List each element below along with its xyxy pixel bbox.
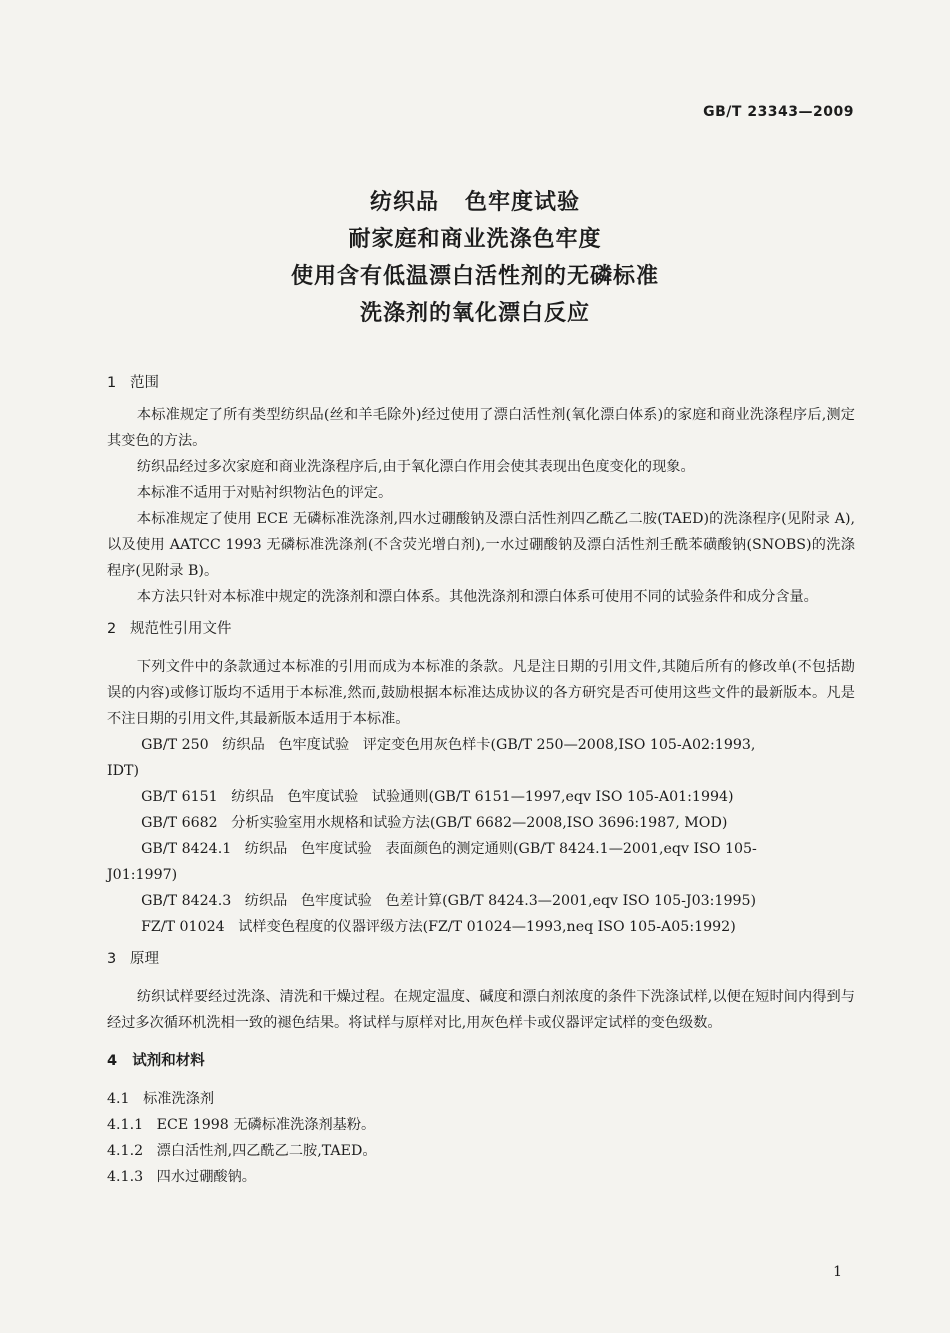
clause-4-1: 4.1 标准洗涤剂 — [107, 1091, 215, 1107]
title-line-4: 洗涤剂的氧化漂白反应 — [359, 301, 590, 326]
clause-4-1-2: 4.1.2 漂白活性剂,四乙酰乙二胺,TAED。 — [107, 1143, 377, 1159]
reference-gbt-8424-3: GB/T 8424.3 纺织品 色牢度试验 色差计算(GB/T 8424.3—2001,eqv ISO 105-J03:1995) — [141, 893, 757, 909]
section-1-paragraph-5: 本方法只针对本标准中规定的洗涤剂和漂白体系。其他洗涤剂和漂白体系可使用不同的试验条件和成分含量。 — [136, 589, 818, 605]
reference-gbt-8424-1-continued: J01:1997) — [107, 867, 178, 883]
section-1-paragraph-4: 本标准规定了使用 ECE 无磷标准洗涤剂,四水过硼酸钠及漂白活性剂四乙酰乙二胺(TAED)的洗涤程序(见附录 A),以及使用 AATCC 1993 无磷标准洗涤剂(不含荧光增白剂),一水过硼酸钠及漂白活性剂壬酰苯磺酸钠(SNOBS)的洗涤程序(见附录 B)。 — [107, 511, 855, 579]
section-1-paragraph-3: 本标准不适用于对贴衬织物沾色的评定。 — [136, 485, 393, 501]
title-line-1: 纺织品 色牢度试验 — [370, 190, 580, 215]
title-line-2: 耐家庭和商业洗涤色牢度 — [348, 227, 602, 252]
reference-gbt-6151: GB/T 6151 纺织品 色牢度试验 试验通则(GB/T 6151—1997,eqv ISO 105-A01:1994) — [141, 789, 734, 805]
reference-gbt-250: GB/T 250 纺织品 色牢度试验 评定变色用灰色样卡(GB/T 250—2008,ISO 105-A02:1993, — [141, 737, 756, 753]
reference-gbt-8424-1: GB/T 8424.1 纺织品 色牢度试验 表面颜色的测定通则(GB/T 8424.1—2001,eqv ISO 105- — [141, 841, 757, 857]
clause-4-1-1: 4.1.1 ECE 1998 无磷标准洗涤剂基粉。 — [107, 1117, 376, 1133]
document-title — [0, 184, 950, 332]
section-1-paragraph-2: 纺织品经过多次家庭和商业洗涤程序后,由于氧化漂白作用会使其表现出色度变化的现象。 — [136, 459, 695, 475]
reference-gbt-6682: GB/T 6682 分析实验室用水规格和试验方法(GB/T 6682—2008,ISO 3696:1987, MOD) — [141, 815, 728, 831]
section-3-paragraph-1: 纺织试样要经过洗涤、清洗和干燥过程。在规定温度、碱度和漂白剂浓度的条件下洗涤试样,以便在短时间内得到与经过多次循环机洗相一致的褪色结果。将试样与原样对比,用灰色样卡或仪器评定试样的变色级数。 — [107, 989, 855, 1031]
section-1-heading: 1 范围 — [107, 375, 160, 391]
section-2-heading: 2 规范性引用文件 — [107, 621, 232, 637]
section-2-intro: 下列文件中的条款通过本标准的引用而成为本标准的条款。凡是注日期的引用文件,其随后所有的修改单(不包括勘误的内容)或修订版均不适用于本标准,然而,鼓励根据本标准达成协议的各方研究是否可使用这些文件的最新版本。凡是不注日期的引用文件,其最新版本适用于本标准。 — [107, 659, 855, 727]
document-body — [107, 370, 855, 1190]
title-line-3: 使用含有低温漂白活性剂的无磷标准 — [290, 264, 659, 289]
reference-gbt-250-continued: IDT) — [107, 763, 139, 779]
page-number: 1 — [833, 1264, 842, 1280]
section-3-heading: 3 原理 — [107, 951, 160, 967]
reference-fzt-01024: FZ/T 01024 试样变色程度的仪器评级方法(FZ/T 01024—1993,neq ISO 105-A05:1992) — [141, 919, 736, 935]
section-1-paragraph-1: 本标准规定了所有类型纺织品(丝和羊毛除外)经过使用了漂白活性剂(氧化漂白体系)的家庭和商业洗涤程序后,测定其变色的方法。 — [107, 407, 855, 449]
clause-4-1-3: 4.1.3 四水过硼酸钠。 — [107, 1169, 256, 1185]
standard-number: GB/T 23343—2009 — [703, 104, 854, 120]
section-4-heading: 4 试剂和材料 — [107, 1053, 205, 1069]
